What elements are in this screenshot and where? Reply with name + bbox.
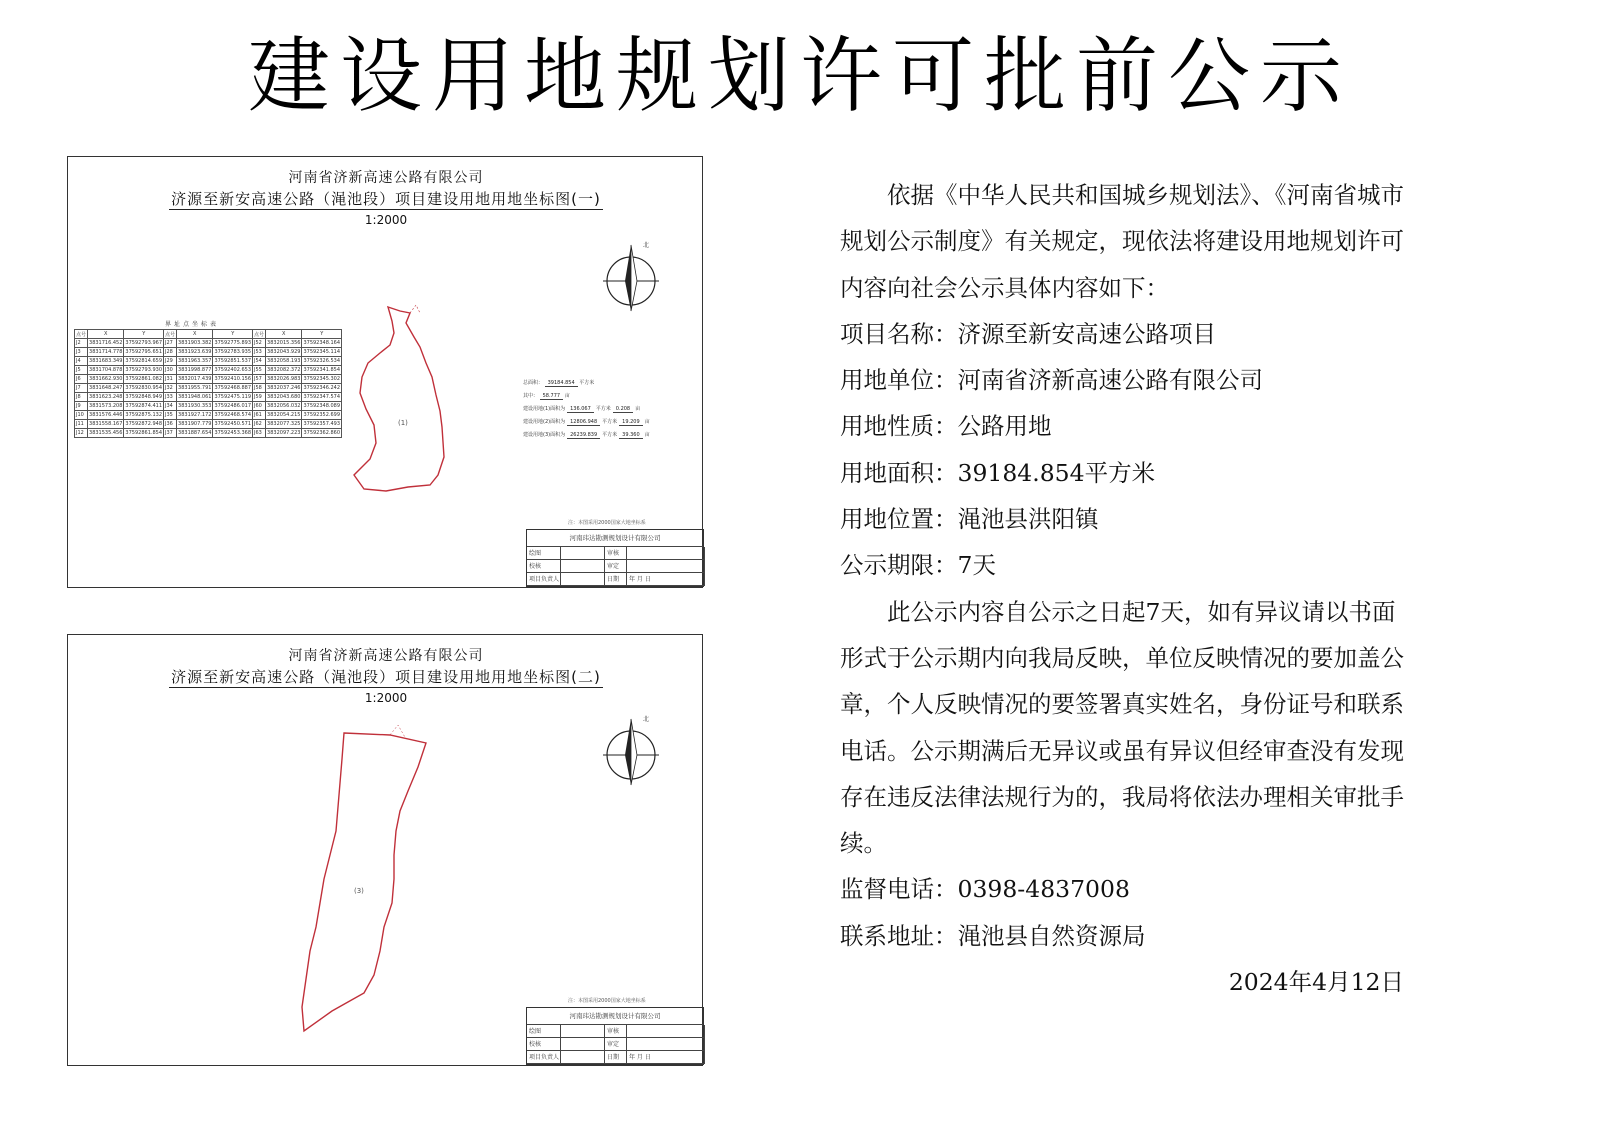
table-cell: 3831963.357 bbox=[178, 358, 212, 364]
land-item-sqm-unit: 平方米 bbox=[595, 406, 611, 412]
table-cell: J36 bbox=[164, 420, 177, 429]
parcel-label: (1) bbox=[398, 419, 408, 427]
land-location: 用地位置：渑池县洪阳镇 bbox=[840, 505, 1099, 534]
table-cell: 37592783.935 bbox=[214, 349, 252, 355]
table-cell: 3832026.983 bbox=[267, 376, 301, 382]
table-cell: J12 bbox=[75, 429, 88, 438]
tb-cell: 年 月 日 bbox=[627, 1051, 705, 1064]
table-cell: J29 bbox=[164, 357, 177, 366]
table-cell: J27 bbox=[164, 339, 177, 348]
table-cell: 37592362.860 bbox=[303, 430, 341, 436]
table-cell: 3832097.223 bbox=[267, 430, 301, 436]
table-cell: 3832082.372 bbox=[267, 367, 301, 373]
table-cell: 3831887.654 bbox=[178, 430, 212, 436]
land-nature: 用地性质：公路用地 bbox=[840, 412, 1052, 441]
table-cell: 3832054.215 bbox=[267, 412, 301, 418]
table-cell: 3831683.349 bbox=[89, 358, 123, 364]
land-parcel-shape bbox=[354, 307, 444, 491]
tb-company: 河南玮达勘测规划设计有限公司 bbox=[527, 530, 703, 547]
table-cell: 37592793.930 bbox=[125, 367, 163, 373]
tb-grid bbox=[527, 547, 703, 586]
map-note: 注：本图采用2000国家大地坐标系 bbox=[568, 998, 646, 1004]
land-item-label: 建设用地(1)面积为 bbox=[523, 406, 566, 412]
table-cell: 37592410.156 bbox=[214, 376, 252, 382]
table-cell: 37592793.967 bbox=[125, 340, 163, 346]
parcel-label: (3) bbox=[354, 887, 364, 895]
table-header-cell: 点号 bbox=[165, 331, 176, 338]
table-header-cell: 点号 bbox=[254, 331, 265, 338]
table-cell: 3831903.382 bbox=[178, 340, 212, 346]
table-cell: 3831648.247 bbox=[89, 385, 123, 391]
table-row bbox=[75, 402, 342, 411]
notice-body: 此公示内容自公示之日起7天，如有异议请以书面形式于公示期内向我局反映，单位反映情况的要加盖公章，个人反映情况的要签署真实姓名，身份证号和联系电话。公示期满后无异议或虽有异议但经审查没有发现存在违反法律法规行为的，我局将依法办理相关审批手续。 bbox=[840, 597, 1404, 858]
table-cell: J7 bbox=[75, 384, 88, 393]
project-name: 项目名称：济源至新安高速公路项目 bbox=[840, 319, 1216, 348]
tb-cell: 绘图 bbox=[527, 547, 561, 560]
table-cell: J2 bbox=[75, 339, 88, 348]
table-cell: J5 bbox=[75, 366, 88, 375]
area-mu-label: 其中 bbox=[523, 393, 534, 399]
tb-cell bbox=[627, 560, 705, 573]
land-item-label: 建设用地(3)面积为 bbox=[523, 432, 566, 438]
title-block bbox=[526, 529, 704, 587]
tb-cell: 年 月 日 bbox=[627, 573, 705, 586]
land-item-row bbox=[523, 431, 652, 439]
map-company: 河南省济新高速公路有限公司 bbox=[288, 648, 484, 664]
coordinate-table bbox=[74, 329, 342, 438]
area-summary bbox=[523, 379, 652, 444]
table-cell: 37592874.411 bbox=[125, 403, 163, 409]
table-cell: 37592795.651 bbox=[125, 349, 163, 355]
tb-cell bbox=[561, 1038, 605, 1051]
table-cell: 37592861.854 bbox=[125, 430, 163, 436]
table-header-cell: Y bbox=[302, 330, 342, 339]
table-row bbox=[75, 411, 342, 420]
table-cell: 37592345.114 bbox=[303, 349, 341, 355]
tb-cell: 校核 bbox=[527, 560, 561, 573]
table-header-cell: 点号 bbox=[76, 331, 87, 338]
land-item-mu: 39.360 bbox=[619, 432, 643, 439]
tb-cell: 日期 bbox=[605, 573, 627, 586]
tb-company: 河南玮达勘测规划设计有限公司 bbox=[527, 1008, 703, 1025]
table-cell: J37 bbox=[164, 429, 177, 438]
table-cell: 37592468.574 bbox=[214, 412, 252, 418]
area-total-value: 39184.854 bbox=[545, 380, 578, 387]
map-company: 河南省济新高速公路有限公司 bbox=[288, 170, 484, 186]
land-parcel-shape bbox=[302, 733, 426, 1031]
table-cell: 3831930.353 bbox=[178, 403, 212, 409]
notice-text bbox=[840, 172, 1410, 1005]
tb-grid bbox=[527, 1025, 703, 1064]
land-item-sqm: 26239.839 bbox=[567, 432, 600, 439]
table-cell: 37592848.949 bbox=[125, 394, 163, 400]
table-header-cell: X bbox=[266, 330, 302, 339]
table-cell: 37592861.082 bbox=[125, 376, 163, 382]
table-cell: 3831716.452 bbox=[89, 340, 123, 346]
table-row bbox=[75, 339, 342, 348]
table-cell: 3831623.248 bbox=[89, 394, 123, 400]
coordinate-map-1 bbox=[67, 156, 703, 588]
land-item-sqm: 12806.948 bbox=[567, 419, 600, 426]
mu-unit: 亩 bbox=[564, 393, 570, 399]
table-cell: 37592450.571 bbox=[214, 421, 252, 427]
table-cell: 3832058.193 bbox=[267, 358, 301, 364]
map-scale: 1:2000 bbox=[364, 691, 408, 705]
table-cell: 37592348.089 bbox=[303, 403, 341, 409]
table-cell: 3832017.439 bbox=[178, 376, 212, 382]
land-item-mu: 19.209 bbox=[619, 419, 643, 426]
tb-cell bbox=[561, 1051, 605, 1064]
tb-cell: 项目负责人 bbox=[527, 1051, 561, 1064]
table-cell: J58 bbox=[253, 384, 266, 393]
table-cell: 37592851.537 bbox=[214, 358, 252, 364]
table-cell: 3831558.167 bbox=[89, 421, 123, 427]
land-item-mu-unit: 亩 bbox=[635, 406, 641, 412]
tb-cell: 项目负责人 bbox=[527, 573, 561, 586]
table-cell: J57 bbox=[253, 375, 266, 384]
table-cell: J28 bbox=[164, 348, 177, 357]
table-cell: 37592341.854 bbox=[303, 367, 341, 373]
tb-cell bbox=[627, 1038, 705, 1051]
tb-cell: 绘图 bbox=[527, 1025, 561, 1038]
notice-intro: 依据《中华人民共和国城乡规划法》、《河南省城市规划公示制度》有关规定，现依法将建设用地规划许可内容向社会公示具体内容如下： bbox=[840, 181, 1404, 302]
table-cell: J8 bbox=[75, 393, 88, 402]
table-cell: 37592346.242 bbox=[303, 385, 341, 391]
table-cell: J55 bbox=[253, 366, 266, 375]
tb-cell: 日期 bbox=[605, 1051, 627, 1064]
land-items bbox=[523, 405, 652, 439]
supervision-phone: 监督电话：0398-4837008 bbox=[840, 875, 1130, 904]
land-item-sqm: 136.067 bbox=[567, 406, 594, 413]
table-cell: J62 bbox=[253, 420, 266, 429]
table-cell: 37592402.653 bbox=[214, 367, 252, 373]
tb-cell bbox=[627, 547, 705, 560]
land-item-mu-unit: 亩 bbox=[644, 419, 650, 425]
area-mu-value: 58.777 bbox=[540, 393, 564, 400]
table-cell: 37592345.302 bbox=[303, 376, 341, 382]
table-cell: J32 bbox=[164, 384, 177, 393]
tb-cell bbox=[627, 1025, 705, 1038]
table-cell: 3831714.778 bbox=[89, 349, 123, 355]
table-cell: 3832043.929 bbox=[267, 349, 301, 355]
table-row bbox=[75, 375, 342, 384]
table-cell: 3832043.680 bbox=[267, 394, 301, 400]
table-cell: J10 bbox=[75, 411, 88, 420]
table-header-row bbox=[75, 330, 342, 339]
page-title: 建设用地规划许可批前公示 bbox=[247, 29, 1352, 124]
area-total-row: 总面积： 39184.854 平方米 bbox=[523, 380, 595, 386]
table-cell: J3 bbox=[75, 348, 88, 357]
tb-cell: 审定 bbox=[605, 1038, 627, 1051]
table-cell: J52 bbox=[253, 339, 266, 348]
north-label: 北 bbox=[643, 716, 650, 723]
coordinate-map-2 bbox=[67, 634, 703, 1066]
land-item-mu: 0.208 bbox=[613, 406, 633, 413]
land-area: 用地面积：39184.854平方米 bbox=[840, 458, 1156, 487]
table-cell: 3831573.208 bbox=[89, 403, 123, 409]
tb-cell bbox=[561, 1025, 605, 1038]
land-item-row bbox=[523, 405, 652, 413]
table-cell: 37592872.948 bbox=[125, 421, 163, 427]
table-cell: 37592830.954 bbox=[125, 385, 163, 391]
area-unit: 平方米 bbox=[579, 380, 595, 386]
land-unit: 用地单位：河南省济新高速公路有限公司 bbox=[840, 366, 1263, 395]
table-cell: 3832015.356 bbox=[267, 340, 301, 346]
table-cell: 3831704.878 bbox=[89, 367, 123, 373]
table-row bbox=[75, 393, 342, 402]
north-arrow-icon bbox=[603, 715, 659, 785]
table-row bbox=[75, 429, 342, 438]
coord-table-title: 界址点坐标表 bbox=[164, 321, 219, 328]
land-item-label: 建设用地(2)面积为 bbox=[523, 419, 566, 425]
table-cell: 3831927.172 bbox=[178, 412, 212, 418]
table-cell: 3831998.877 bbox=[178, 367, 212, 373]
table-row bbox=[75, 357, 342, 366]
table-header-cell: Y bbox=[213, 330, 253, 339]
table-cell: 37592875.132 bbox=[125, 412, 163, 418]
area-total-label: 总面积 bbox=[523, 380, 539, 386]
table-cell: 3831948.061 bbox=[178, 394, 212, 400]
table-cell: 37592348.164 bbox=[303, 340, 341, 346]
table-cell: J59 bbox=[253, 393, 266, 402]
tb-cell bbox=[561, 573, 605, 586]
table-row bbox=[75, 420, 342, 429]
table-cell: J33 bbox=[164, 393, 177, 402]
table-cell: J63 bbox=[253, 429, 266, 438]
table-cell: J30 bbox=[164, 366, 177, 375]
table-row bbox=[75, 366, 342, 375]
table-cell: 3831662.930 bbox=[89, 376, 123, 382]
table-cell: J53 bbox=[253, 348, 266, 357]
table-cell: J9 bbox=[75, 402, 88, 411]
land-item-sqm-unit: 平方米 bbox=[602, 432, 618, 438]
tb-cell bbox=[561, 560, 605, 573]
table-row bbox=[75, 384, 342, 393]
table-cell: 3832077.325 bbox=[267, 421, 301, 427]
table-header-cell: X bbox=[88, 330, 124, 339]
notice-period: 公示期限：7天 bbox=[840, 551, 996, 580]
table-cell: J35 bbox=[164, 411, 177, 420]
tb-cell: 校核 bbox=[527, 1038, 561, 1051]
land-item-mu-unit: 亩 bbox=[644, 432, 650, 438]
table-cell: 37592814.659 bbox=[125, 358, 163, 364]
tb-cell: 审核 bbox=[605, 1025, 627, 1038]
map-note: 注：本图采用2000国家大地坐标系 bbox=[568, 520, 646, 526]
table-cell: 3832056.032 bbox=[267, 403, 301, 409]
tb-cell: 审定 bbox=[605, 560, 627, 573]
area-mu-row: 其中： 58.777 亩 bbox=[523, 393, 570, 399]
table-cell: J4 bbox=[75, 357, 88, 366]
table-cell: J31 bbox=[164, 375, 177, 384]
land-item-sqm-unit: 平方米 bbox=[602, 419, 618, 425]
map-title: 济源至新安高速公路（渑池段）项目建设用地用地坐标图(二) bbox=[171, 668, 601, 686]
table-cell: 37592453.368 bbox=[214, 430, 252, 436]
table-cell: 37592775.893 bbox=[214, 340, 252, 346]
table-cell: J34 bbox=[164, 402, 177, 411]
table-cell: 37592486.017 bbox=[214, 403, 252, 409]
table-cell: 37592326.534 bbox=[303, 358, 341, 364]
notice-date: 2024年4月12日 bbox=[1228, 968, 1404, 997]
map-title: 济源至新安高速公路（渑池段）项目建设用地用地坐标图(一) bbox=[171, 190, 601, 208]
table-cell: J6 bbox=[75, 375, 88, 384]
contact-address: 联系地址：渑池县自然资源局 bbox=[840, 921, 1146, 950]
table-cell: 3831907.779 bbox=[178, 421, 212, 427]
table-cell: 3831923.639 bbox=[178, 349, 212, 355]
table-cell: 3832037.246 bbox=[267, 385, 301, 391]
table-cell: J54 bbox=[253, 357, 266, 366]
north-arrow-icon bbox=[603, 241, 659, 311]
table-cell: 37592347.574 bbox=[303, 394, 341, 400]
table-header-cell: X bbox=[177, 330, 213, 339]
table-cell: 37592352.699 bbox=[303, 412, 341, 418]
table-cell: J61 bbox=[253, 411, 266, 420]
table-cell: 37592468.887 bbox=[214, 385, 252, 391]
title-block bbox=[526, 1007, 704, 1065]
table-cell: 37592475.119 bbox=[214, 394, 252, 400]
table-cell: 3831576.446 bbox=[89, 412, 123, 418]
table-cell: J60 bbox=[253, 402, 266, 411]
table-cell: J11 bbox=[75, 420, 88, 429]
table-cell: 3831955.791 bbox=[178, 385, 212, 391]
table-cell: 3831535.456 bbox=[89, 430, 123, 436]
tb-cell: 审核 bbox=[605, 547, 627, 560]
table-cell: 37592357.493 bbox=[303, 421, 341, 427]
table-header-cell: Y bbox=[124, 330, 164, 339]
map-scale: 1:2000 bbox=[364, 213, 408, 227]
north-label: 北 bbox=[643, 242, 650, 249]
tb-cell bbox=[561, 547, 605, 560]
land-item-row bbox=[523, 418, 652, 426]
table-row bbox=[75, 348, 342, 357]
